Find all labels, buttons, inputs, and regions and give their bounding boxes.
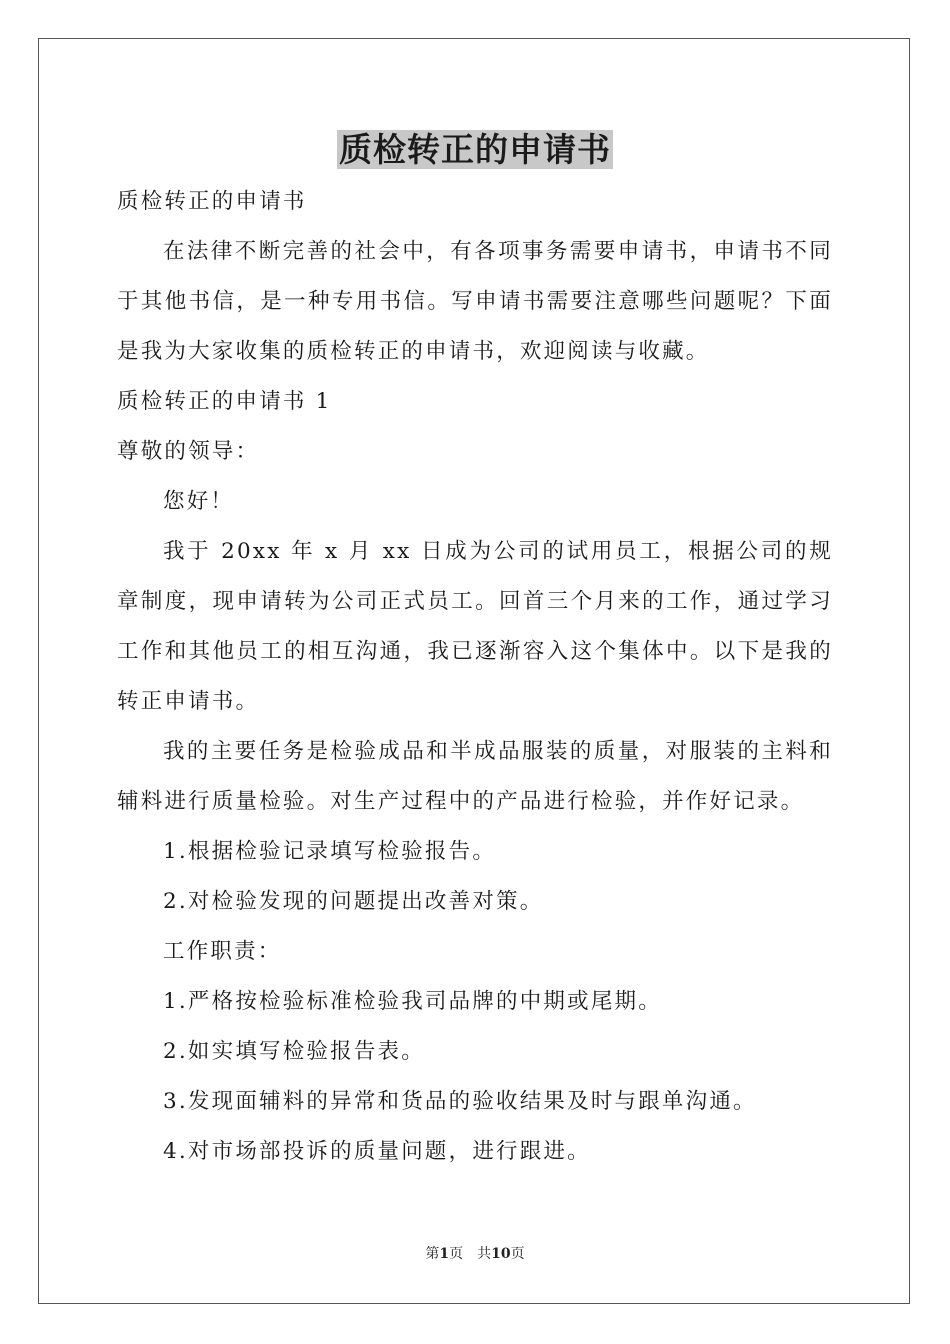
page-number: 1 — [439, 1246, 450, 1262]
duties-heading: 工作职责： — [163, 939, 282, 964]
intro-paragraph: 在法律不断完善的社会中，有各项事务需要申请书，申请书不同于其他书信，是一种专用书信。写申请书需要注意哪些问题呢？下面是我为大家收集的质检转正的申请书，欢迎阅读与收藏。 — [117, 239, 833, 364]
list-item: 4.对市场部投诉的质量问题，进行跟进。 — [163, 1139, 591, 1164]
document-title-text: 质检转正的申请书 — [339, 130, 611, 169]
total-suffix: 页 — [510, 1246, 525, 1262]
page-suffix: 页 — [449, 1246, 464, 1262]
salutation: 尊敬的领导： — [117, 439, 260, 464]
list-item: 1.严格按检验标准检验我司品牌的中期或尾期。 — [163, 989, 662, 1014]
list-item: 3.发现面辅料的异常和货品的验收结果及时与跟单沟通。 — [163, 1089, 757, 1114]
subtitle-line: 质检转正的申请书 — [117, 189, 307, 214]
document-body — [117, 177, 833, 1177]
section-heading: 质检转正的申请书 1 — [117, 389, 332, 414]
page-footer — [0, 1244, 950, 1264]
list-item: 1.根据检验记录填写检验报告。 — [163, 839, 497, 864]
list-item: 2.对检验发现的问题提出改善对策。 — [163, 889, 544, 914]
body-paragraph: 我的主要任务是检验成品和半成品服装的质量，对服装的主料和辅料进行质量检验。对生产过程中的产品进行检验，并作好记录。 — [117, 739, 833, 814]
body-paragraph: 我于 20xx 年 x 月 xx 日成为公司的试用员工，根据公司的规章制度，现申请转为公司正式员工。回首三个月来的工作，通过学习工作和其他员工的相互沟通，我已逐渐容入这个集体中。以下是我的转正申请书。 — [117, 539, 833, 714]
greeting: 您好！ — [163, 489, 235, 514]
document-title — [0, 126, 950, 174]
total-prefix: 共 — [477, 1246, 492, 1262]
list-item: 2.如实填写检验报告表。 — [163, 1039, 425, 1064]
page-prefix: 第 — [425, 1246, 440, 1262]
total-pages: 10 — [491, 1246, 511, 1262]
